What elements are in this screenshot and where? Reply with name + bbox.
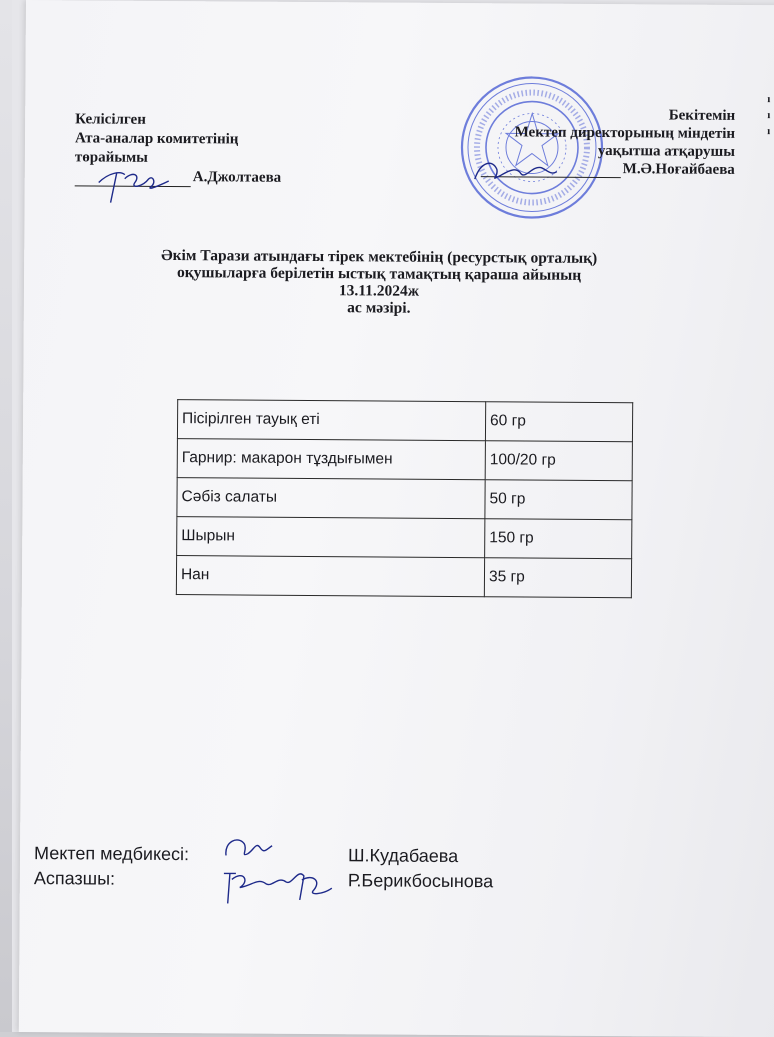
- signature-cook-icon: [216, 859, 336, 910]
- agreed-line2: Ата-аналар комитетінің: [74, 130, 239, 148]
- document-page: [19, 0, 774, 1037]
- quantity-cell: 60 гр: [485, 402, 632, 442]
- title-line1: Әкім Тарази атындағы тірек мектебінің (ресурстық орталық): [161, 246, 598, 267]
- approved-line3: уақытша атқарушы: [597, 142, 736, 160]
- menu-table: [176, 399, 633, 598]
- nurse-name: Ш.Кудабаева: [347, 845, 459, 867]
- cook-label: Аспазшы:: [33, 868, 116, 889]
- edge-mark: ı: [767, 109, 771, 122]
- table-row: [177, 478, 632, 520]
- nurse-label: Мектеп медбикесі:: [33, 843, 190, 865]
- title-line4: ас мәзірі.: [347, 299, 411, 317]
- dish-cell: Сәбіз салаты: [177, 478, 485, 519]
- table-row: [177, 400, 632, 442]
- title-date: 13.11.2024ж: [338, 282, 420, 300]
- edge-mark: ı: [767, 93, 771, 106]
- approved-line1: Бекітемін: [668, 107, 736, 124]
- cook-name: Р.Берикбосынова: [347, 870, 494, 892]
- agreed-name: А.Джолтаева: [192, 169, 282, 186]
- quantity-cell: 50 гр: [485, 480, 632, 520]
- dish-cell: Гарнир: макарон тұздығымен: [177, 439, 485, 480]
- document-title: [24, 246, 734, 319]
- dish-cell: Шырын: [177, 517, 485, 558]
- edge-mark: ı: [767, 125, 771, 138]
- approved-line2: Мектеп директорының міндетін: [514, 124, 736, 142]
- table-row: [176, 556, 631, 598]
- table-row: [177, 517, 632, 559]
- quantity-cell: 35 гр: [484, 558, 631, 598]
- signature-right-icon: [471, 153, 561, 194]
- signature-left-icon: [95, 160, 175, 207]
- agreed-line1: Келісілген: [75, 111, 146, 128]
- quantity-cell: 100/20 гр: [485, 441, 632, 481]
- dish-cell: Пісірілген тауық еті: [177, 400, 485, 441]
- title-line2: оқушыларға берілетін ыстық тамақтың қараша айының: [176, 264, 582, 284]
- agreed-line3: төрайымы: [74, 149, 148, 166]
- quantity-cell: 150 гр: [485, 519, 632, 559]
- dish-cell: Нан: [176, 556, 484, 597]
- approved-name: М.Ә.Ноғайбаева: [622, 161, 735, 178]
- table-row: [177, 439, 632, 481]
